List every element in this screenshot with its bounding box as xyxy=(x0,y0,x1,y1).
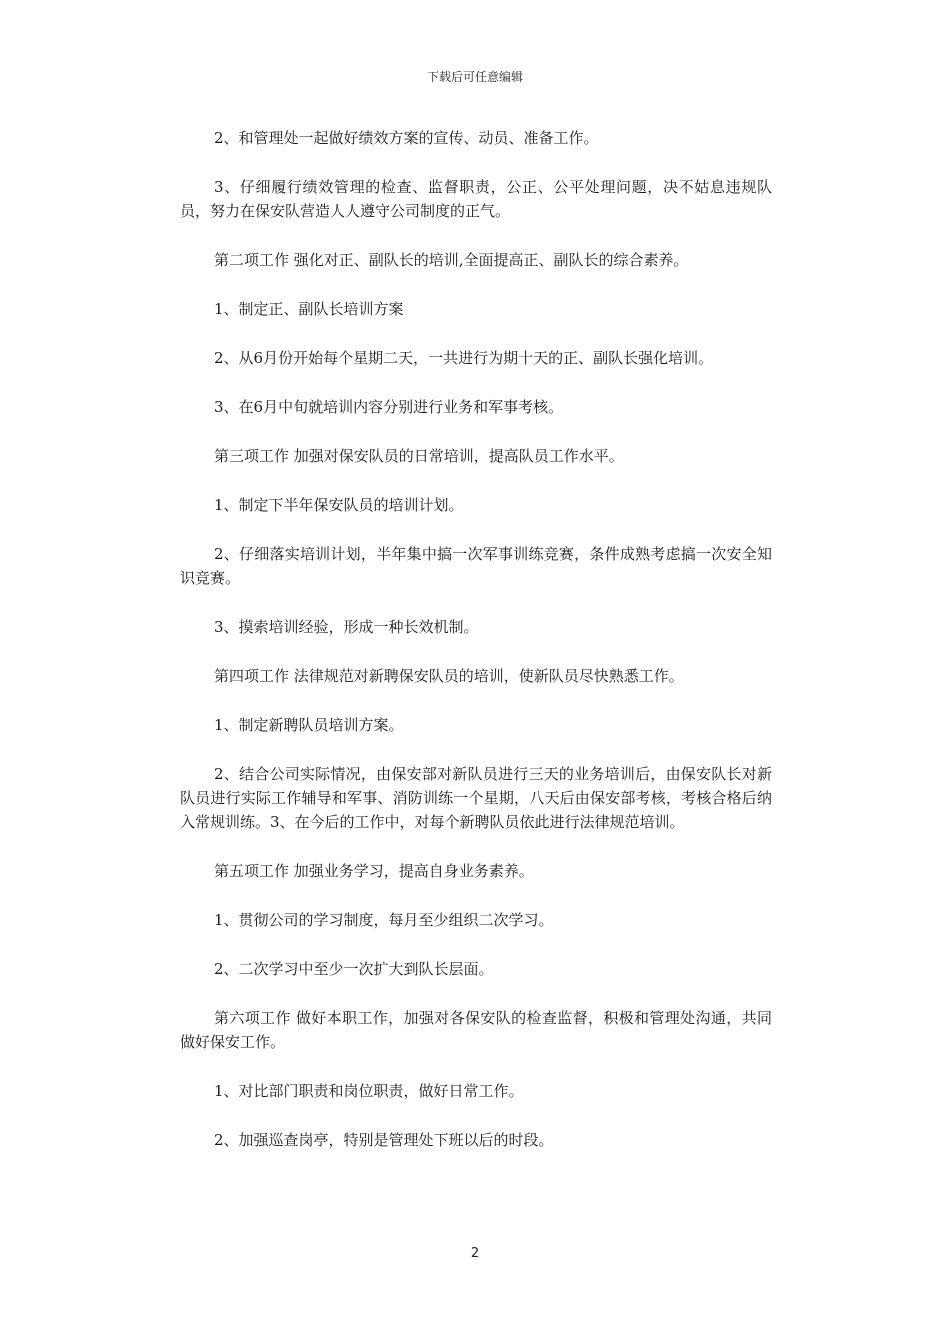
paragraph: 3、仔细履行绩效管理的检查、监督职责，公正、公平处理问题，决不姑息违规队员，努力在保安队营造人人遵守公司制度的正气。 xyxy=(180,178,772,220)
paragraph: 1、对比部门职责和岗位职责，做好日常工作。 xyxy=(214,1082,524,1100)
paragraph: 2、和管理处一起做好绩效方案的宣传、动员、准备工作。 xyxy=(214,129,599,147)
paragraph: 2、仔细落实培训计划，半年集中搞一次军事训练竞赛，条件成熟考虑搞一次安全知识竞赛。 xyxy=(180,545,772,587)
paragraph: 2、从6月份开始每个星期二天，一共进行为期十天的正、副队长强化培训。 xyxy=(214,349,714,367)
page-header: 下载后可任意编辑 xyxy=(426,70,523,84)
paragraph: 2、加强巡查岗亭，特别是管理处下班以后的时段。 xyxy=(214,1131,554,1149)
paragraph: 第二项工作 强化对正、副队长的培训,全面提高正、副队长的综合素养。 xyxy=(214,251,689,269)
paragraph: 第五项工作 加强业务学习，提高自身业务素养。 xyxy=(214,862,534,880)
paragraph: 第六项工作 做好本职工作，加强对各保安队的检查监督，积极和管理处沟通，共同做好保安工作。 xyxy=(180,1009,772,1051)
paragraph: 2、结合公司实际情况，由保安部对新队员进行三天的业务培训后，由保安队长对新队员进行实际工作辅导和军事、消防训练一个星期，八天后由保安部考核，考核合格后纳入常规训练。3、在今后的工作中，对每个新聘队员依此进行法律规范培训。 xyxy=(180,765,772,831)
paragraph: 第三项工作 加强对保安队员的日常培训，提高队员工作水平。 xyxy=(214,447,624,465)
paragraph: 3、在6月中旬就培训内容分别进行业务和军事考核。 xyxy=(214,398,564,416)
paragraph: 1、制定正、副队长培训方案 xyxy=(214,300,404,318)
paragraph: 1、贯彻公司的学习制度，每月至少组织二次学习。 xyxy=(214,911,554,929)
paragraph: 3、摸索培训经验，形成一种长效机制。 xyxy=(214,618,479,636)
paragraph: 第四项工作 法律规范对新聘保安队员的培训，使新队员尽快熟悉工作。 xyxy=(214,667,684,685)
paragraph: 2、二次学习中至少一次扩大到队长层面。 xyxy=(214,960,494,978)
page-number: 2 xyxy=(470,1246,480,1261)
paragraph: 1、制定下半年保安队员的培训计划。 xyxy=(214,496,464,514)
paragraph: 1、制定新聘队员培训方案。 xyxy=(214,716,404,734)
document-body xyxy=(180,122,772,1152)
